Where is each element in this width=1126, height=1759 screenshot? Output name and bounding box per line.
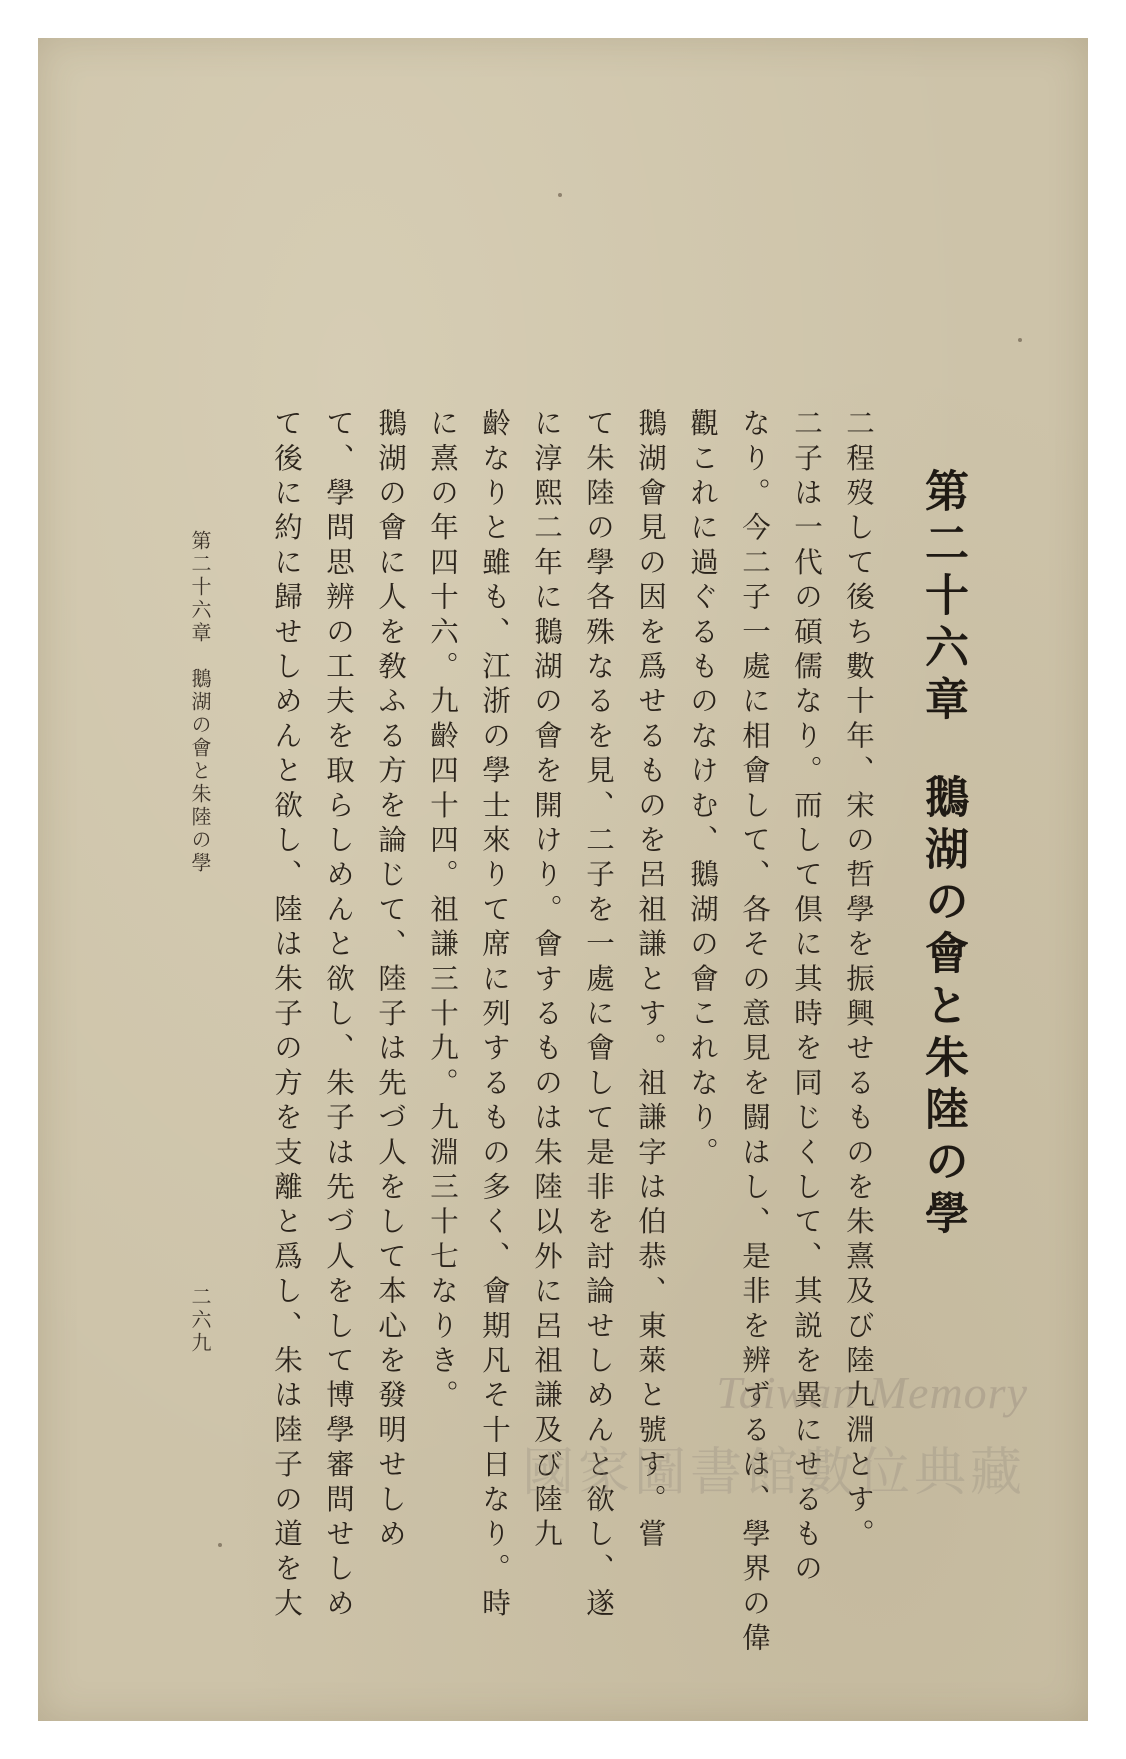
body-column-3: なり。今二子一處に相會して、各その意見を闘はし、是非を辨ずるは、學界の偉	[738, 408, 771, 1658]
paper-speck	[218, 1543, 222, 1547]
chapter-heading	[910, 468, 974, 1242]
book-page	[38, 38, 1088, 1721]
body-column-10: 鵝湖の會に人を敎ふる方を論じて、陸子は先づ人をして本心を發明せしめ	[374, 408, 407, 1554]
running-head: 第二十六章 鵝湖の會と朱陸の學	[188, 530, 212, 875]
body-column-9: に熹の年四十六。九齡四十四。祖謙三十九。九淵三十七なりき。	[426, 408, 459, 1415]
body-column-5: 鵝湖會見の因を爲せるものを呂祖謙とす。祖謙字は伯恭、東萊と號す。嘗	[634, 408, 667, 1554]
page-number: 二六九	[188, 1286, 212, 1355]
body-column-4: 觀これに過ぐるものなけむ、鵝湖の會これなり。	[686, 408, 719, 1172]
body-column-12: て後に約に歸せしめんと欲し、陸は朱子の方を支離と爲し、朱は陸子の道を大	[270, 408, 303, 1623]
body-column-7: に淳熙二年に鵝湖の會を開けり。會するものは朱陸以外に呂祖謙及び陸九	[530, 408, 563, 1554]
paper-speck	[558, 193, 562, 197]
body-column-6: て朱陸の學各殊なるを見、二子を一處に會して是非を討論せしめんと欲し、遂	[582, 408, 615, 1623]
chapter-title: 鵝湖の會と朱陸の學	[917, 774, 968, 1242]
watermark-chinese: 國家圖書館數位典藏	[521, 1443, 1026, 1503]
watermark-latin: Taiwan Memory	[716, 1367, 1028, 1418]
body-column-11: て、學問思辨の工夫を取らしめんと欲し、朱子は先づ人をして博學審問せしめ	[322, 408, 355, 1623]
body-column-2: 二子は一代の碩儒なり。而して倶に其時を同じくして、其説を異にせるもの	[790, 408, 823, 1588]
paper-speck	[1018, 338, 1022, 342]
body-column-8: 齡なりと雖も、江浙の學士來りて席に列するもの多く、會期凡そ十日なり。時	[478, 408, 511, 1623]
body-column-1: 二程歿して後ち數十年、宋の哲學を振興せるものを朱熹及び陸九淵とす。	[842, 408, 875, 1554]
chapter-number: 第二十六章	[917, 468, 968, 728]
